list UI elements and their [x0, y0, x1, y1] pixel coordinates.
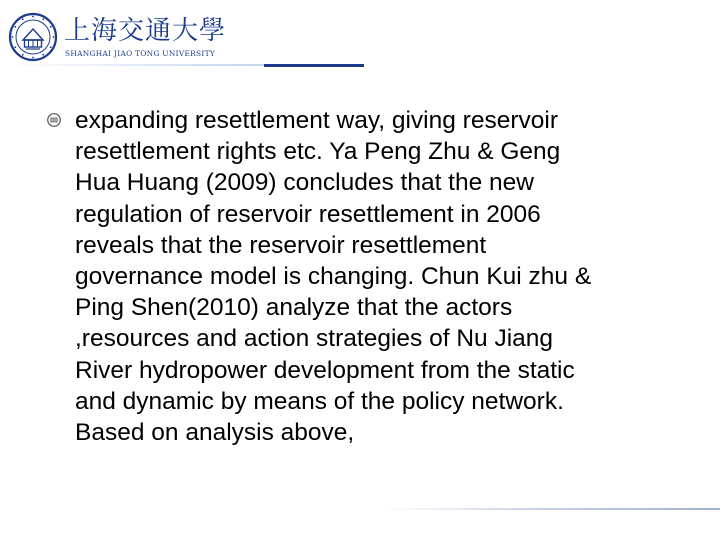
text-line: Based on analysis above, — [75, 419, 355, 447]
university-logo — [8, 12, 227, 62]
university-english-name: SHANGHAI JIAO TONG UNIVERSITY — [65, 49, 216, 58]
text-line: and dynamic by means of the policy network. — [75, 387, 564, 415]
university-chinese-name: 上海交通大學 — [64, 16, 227, 46]
text-line: regulation of reservoir resettlement in 2006 — [75, 200, 541, 228]
text-line: ,resources and action strategies of Nu Jiang — [75, 325, 554, 353]
circle-bullet-icon — [46, 112, 62, 128]
text-line: resettlement rights etc. Ya Peng Zhu & Geng — [75, 138, 561, 166]
text-line: governance model is changing. Chun Kui zhu & — [75, 263, 592, 291]
university-emblem-icon — [8, 12, 58, 62]
text-line: Ping Shen(2010) analyze that the actors — [75, 294, 513, 322]
text-line: reveals that the reservoir resettlement — [75, 231, 487, 259]
text-line: Hua Huang (2009) concludes that the new — [75, 169, 534, 197]
footer-divider — [380, 508, 720, 510]
bullet-paragraph — [75, 105, 695, 448]
header-divider — [4, 64, 364, 67]
text-line: expanding resettlement way, giving reservoir — [75, 107, 558, 134]
text-line: River hydropower development from the static — [75, 356, 575, 384]
